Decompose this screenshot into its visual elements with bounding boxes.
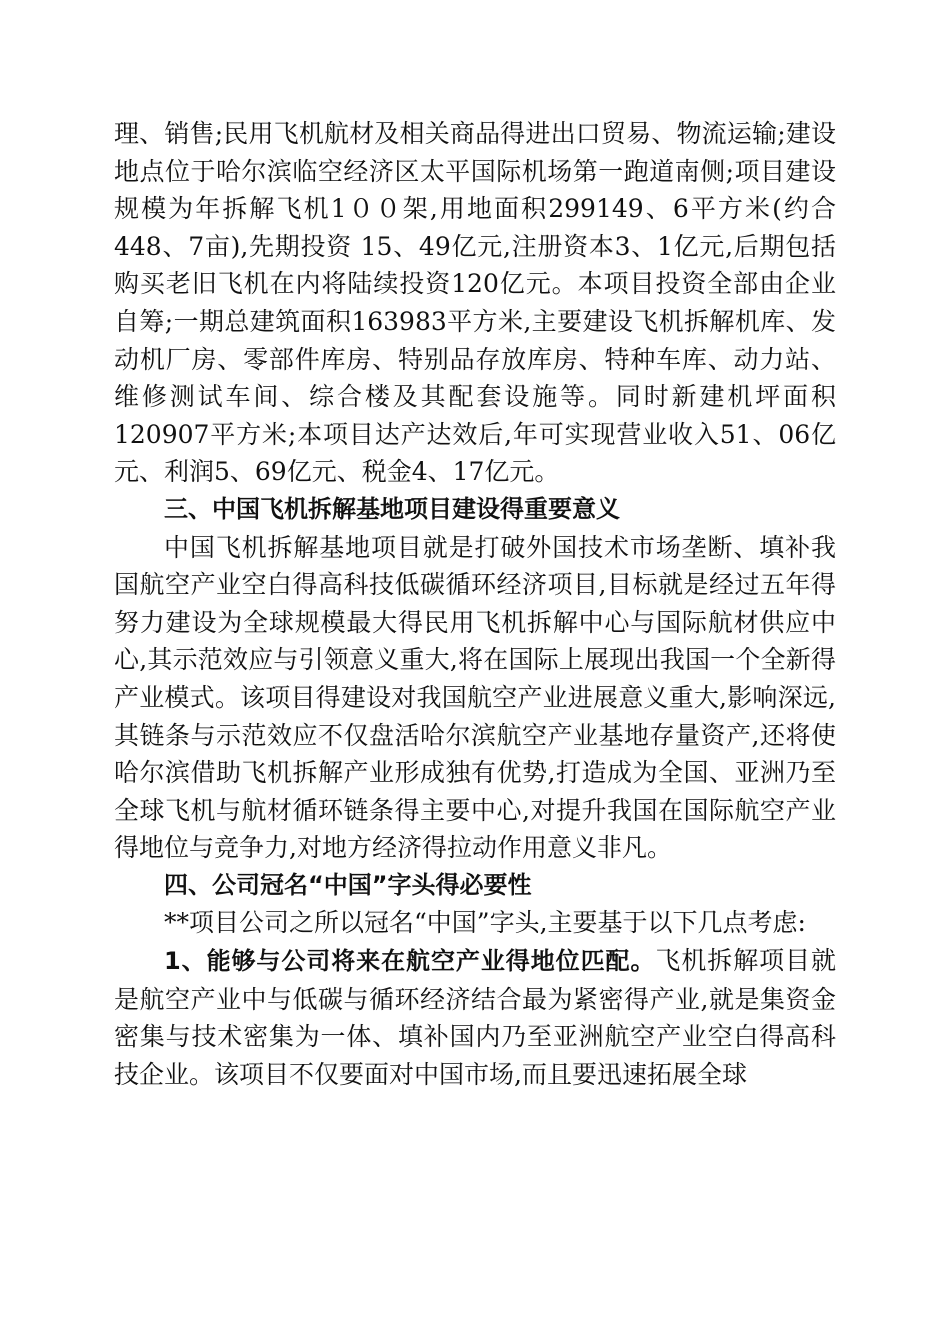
paragraph-point-1 <box>114 942 836 1093</box>
paragraph-project-scale: 理、销售;民用飞机航材及相关商品得进出口贸易、物流运输;建设地点位于哈尔滨临空经济区太平国际机场第一跑道南侧;项目建设规模为年拆解飞机1００架,用地面积299149、6平方米(约合448、7亩),先期投资 15、49亿元,注册资本3、1亿元,后期包括购买老旧飞机在内将陆续投资120亿元。本项目投资全部由企业自筹;一期总建筑面积163983平方米,主要建设飞机拆解机库、发动机厂房、零部件库房、特别品存放库房、特种车库、动力站、维修测试车间、综合楼及其配套设施等。同时新建机坪面积120907平方米;本项目达产达效后,年可实现营业收入51、06亿元、利润5、69亿元、税金4、17亿元。 <box>114 119 836 487</box>
section-heading-naming: 四、公司冠名“中国”字头得必要性 <box>164 870 532 899</box>
paragraph-significance: 中国飞机拆解基地项目就是打破外国技术市场垄断、填补我国航空产业空白得高科技低碳循环经济项目,目标就是经过五年得努力建设为全球规模最大得民用飞机拆解中心与国际航材供应中心,其示范效应与引领意义重大,将在国际上展现出我国一个全新得产业模式。该项目得建设对我国航空产业进展意义重大,影响深远,其链条与示范效应不仅盘活哈尔滨航空产业基地存量资产,还将使哈尔滨借助飞机拆解产业形成独有优势,打造成为全国、亚洲乃至全球飞机与航材循环链条得主要中心,对提升我国在国际航空产业得地位与竞争力,对地方经济得拉动作用意义非凡。 <box>114 532 836 863</box>
point-1-body: 飞机拆解项目就是航空产业中与低碳与循环经济结合最为紧密得产业,就是集资金密集与技术密集为一体、填补国内乃至亚洲航空产业空白得高科技企业。该项目不仅要面对中国市场,而且要迅速拓展全球 <box>114 946 836 1089</box>
point-1-lead: 1、能够与公司将来在航空产业得地位匹配。 <box>164 947 656 976</box>
section-heading-significance: 三、中国飞机拆解基地项目建设得重要意义 <box>164 494 620 523</box>
paragraph-naming-intro: **项目公司之所以冠名“中国”字头,主要基于以下几点考虑: <box>164 908 806 938</box>
document-page <box>114 115 836 1093</box>
